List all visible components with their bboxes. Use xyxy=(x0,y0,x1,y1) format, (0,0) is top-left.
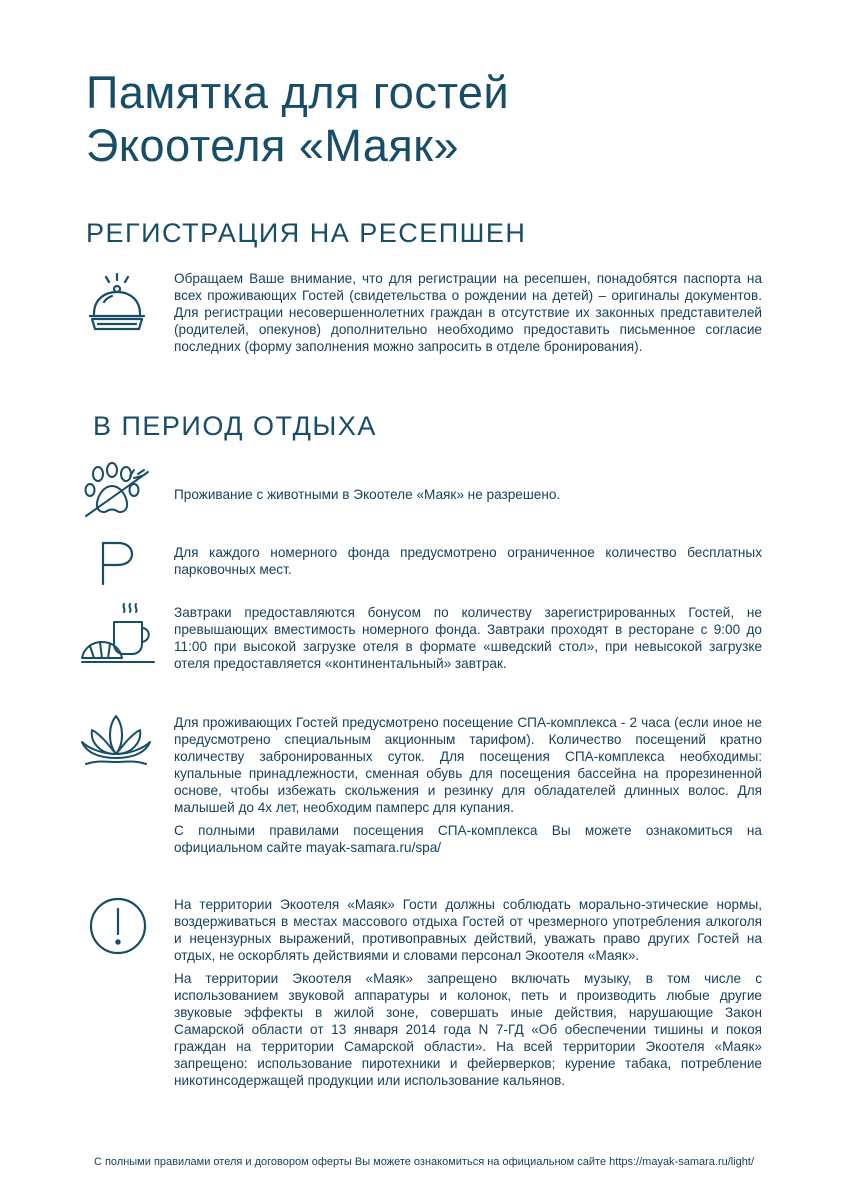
spa-text-1: Для проживающих Гостей предусмотрено посещение СПА-комплекса - 2 часа (если иное не предусмотрено специальным акционным тарифом). Количество посещений кратно количеству забронированных суток. Для посещения СПА-комплекса необходимы: купальные принадлежности, сменная обувь для посещения бассейна на прорезиненной основе, чтобы избежать скольжения и резинку для обладателей длинных волос. Для малышей до 4х лет, необходим памперс для купания. xyxy=(174,715,762,815)
rules-text-1: На территории Экоотеля «Маяк» Гости должны соблюдать морально-этические нормы, воздерживаться в местах массового отдыха Гостей от чрезмерного употребления алкоголя и нецензурных выражений, противоправных действий, уважать право других Гостей на отдых, не оскорблять действиями и словами персонал Экоотеля «Маяк». xyxy=(174,897,762,963)
breakfast-icon xyxy=(80,600,158,666)
no-pets-icon xyxy=(82,462,152,520)
parking-text: Для каждого номерного фонда предусмотрено ограниченное количество бесплатных парковочных мест. xyxy=(174,545,762,577)
page-title-line-1: Памятка для гостей xyxy=(86,67,510,118)
page-title xyxy=(86,66,766,172)
rules-block xyxy=(174,896,762,1095)
rules-text-2: На территории Экоотеля «Маяк» запрещено включать музыку, в том числе с использованием звуковой аппаратуры и колонок, петь и производить любые другие звуковые эффекты в жилой зоне, совершать иные действия, нарушающие Закон Самарской области от 13 января 2014 года N 7-ГД «Об обеспечении тишины и покоя граждан на территории Самарской области». На всей территории Экоотеля «Маяк» запрещено: использование пиротехники и фейерверков; курение табака, потребление никотинсодержащей продукции или использование кальянов. xyxy=(174,971,762,1088)
page-title-line-2: Экоотеля «Маяк» xyxy=(86,120,459,171)
exclamation-circle-icon xyxy=(88,896,148,956)
lotus-icon xyxy=(80,712,152,768)
footer-note: С полными правилами отеля и договором оферты Вы можете ознакомиться на официальном сайте https://mayak-samara.ru/light/ xyxy=(93,1156,755,1168)
registration-heading: РЕГИСТРАЦИЯ НА РЕСЕПШЕН xyxy=(86,218,527,248)
parking-icon xyxy=(98,540,138,586)
breakfast-text: Завтраки предоставляются бонусом по количеству зарегистрированных Гостей, не превышающих вместимость номерного фонда. Завтраки проходят в ресторане с 9:00 до 11:00 при высокой загрузке отеля в формате «шведский стол», при невысокой загрузке отеля предоставляется «континентальный» завтрак. xyxy=(174,605,762,671)
pets-block xyxy=(174,486,762,509)
breakfast-block xyxy=(174,604,762,678)
registration-text: Обращаем Ваше внимание, что для регистрации на ресепшен, понадобятся паспорта на всех проживающих Гостей (свидетельства о рождении на детей) – оригиналы документов. Для регистрации несовершеннолетних граждан в отсутствие их законных представителей (родителей, опекунов) дополнительно необходимо предоставить письменное согласие последних (форму заполнения можно запросить в отделе бронирования). xyxy=(174,271,762,354)
reception-bell-icon xyxy=(84,272,150,334)
registration-block xyxy=(174,270,762,361)
spa-text-2: С полными правилами посещения СПА-комплекса Вы можете ознакомиться на официальном сайте mayak-samara.ru/spa/ xyxy=(174,823,762,855)
spa-block xyxy=(174,714,762,862)
pets-text: Проживание с животными в Экоотеле «Маяк» не разрешено. xyxy=(174,487,561,502)
stay-heading: В ПЕРИОД ОТДЫХА xyxy=(93,411,377,441)
parking-block xyxy=(174,544,762,584)
